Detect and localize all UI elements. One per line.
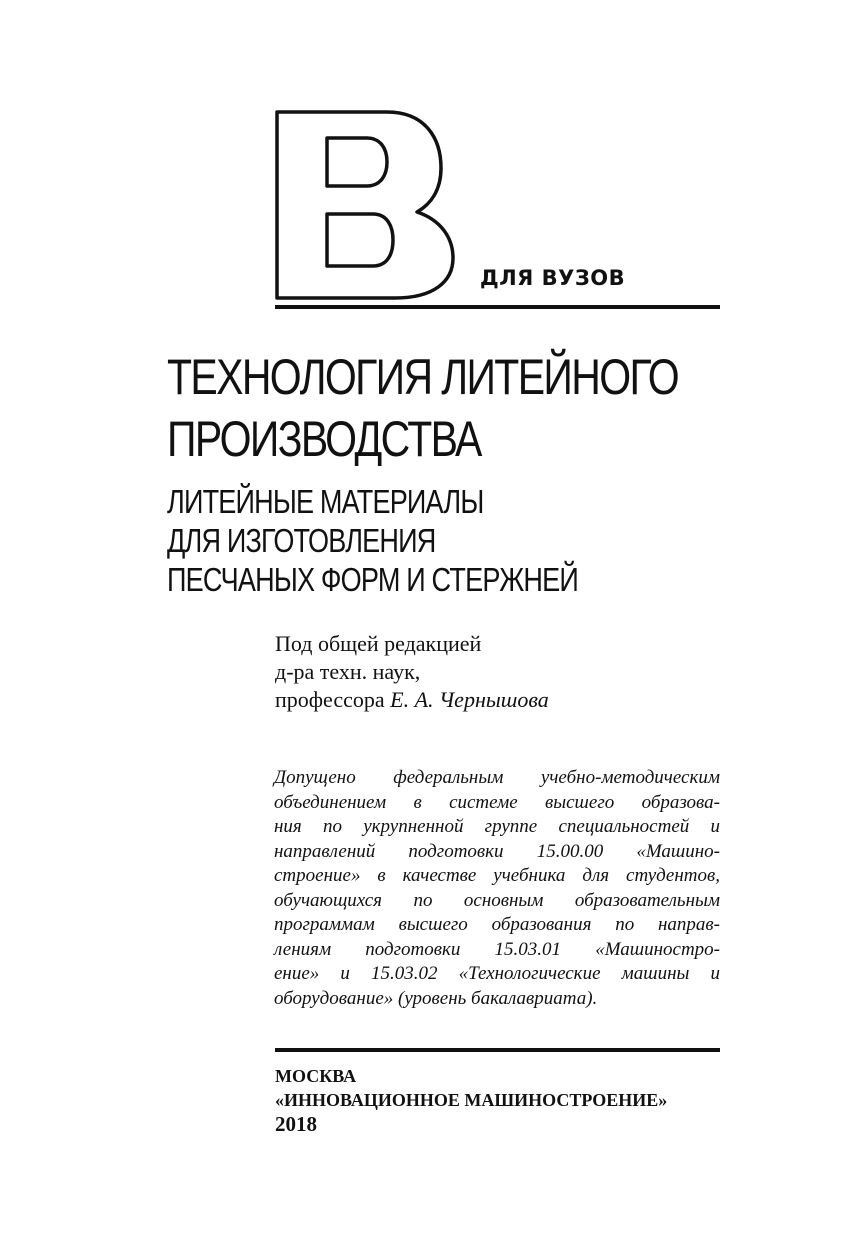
approval-line: программам высшего образования по направ- [274,914,720,935]
editor-name: Е. А. Чернышова [390,687,549,712]
imprint-city: МОСКВА [275,1066,357,1086]
editor-line-3 [275,686,549,714]
book-title-line-2: ПРОИЗВОДСТВА [167,411,481,467]
approval-line: оборудование» (уровень бакалавриата). [274,987,598,1009]
editor-title: профессора [275,687,391,712]
book-title [167,346,692,470]
approval-line: строение» в качестве учебника для студентов, [274,865,720,886]
editor-line-2: д-ра техн. наук, [275,659,421,684]
approval-line: лениям подготовки 15.03.01 «Машиностро- [274,938,720,960]
book-title-line-1: ТЕХНОЛОГИЯ ЛИТЕЙНОГО [167,349,678,405]
approval-line: обучающихся по основным образовательным [274,889,720,911]
approval-statement [274,766,720,1011]
book-subtitle-line-2: ДЛЯ ИЗГОТОВЛЕНИЯ [167,522,436,559]
imprint-publisher: «ИННОВАЦИОННОЕ МАШИНОСТРОЕНИЕ» [275,1090,668,1110]
approval-line: направлений подготовки 15.00.00 «Машино- [274,840,720,862]
approval-line: ение» и 15.03.02 «Технологические машины и [274,963,720,984]
bottom-rule [275,1048,720,1052]
publisher-imprint [275,1064,667,1136]
approval-line: ния по укрупненной группе специальностей и [274,816,720,837]
top-rule [275,305,720,309]
book-subtitle-line-1: ЛИТЕЙНЫЕ МАТЕРИАЛЫ [167,483,484,520]
editor-credit [275,630,549,714]
approval-line: объединением в системе высшего образова- [274,791,720,813]
approval-line: Допущено федеральным учебно-методическим [274,767,720,788]
book-subtitle-line-3: ПЕСЧАНЫХ ФОРМ И СТЕРЖНЕЙ [167,561,578,598]
series-logo-b [275,110,455,300]
series-label: ДЛЯ ВУЗОВ [480,266,626,290]
editor-line-1: Под общей редакцией [275,631,482,656]
book-subtitle [167,482,692,599]
imprint-year: 2018 [275,1112,317,1136]
